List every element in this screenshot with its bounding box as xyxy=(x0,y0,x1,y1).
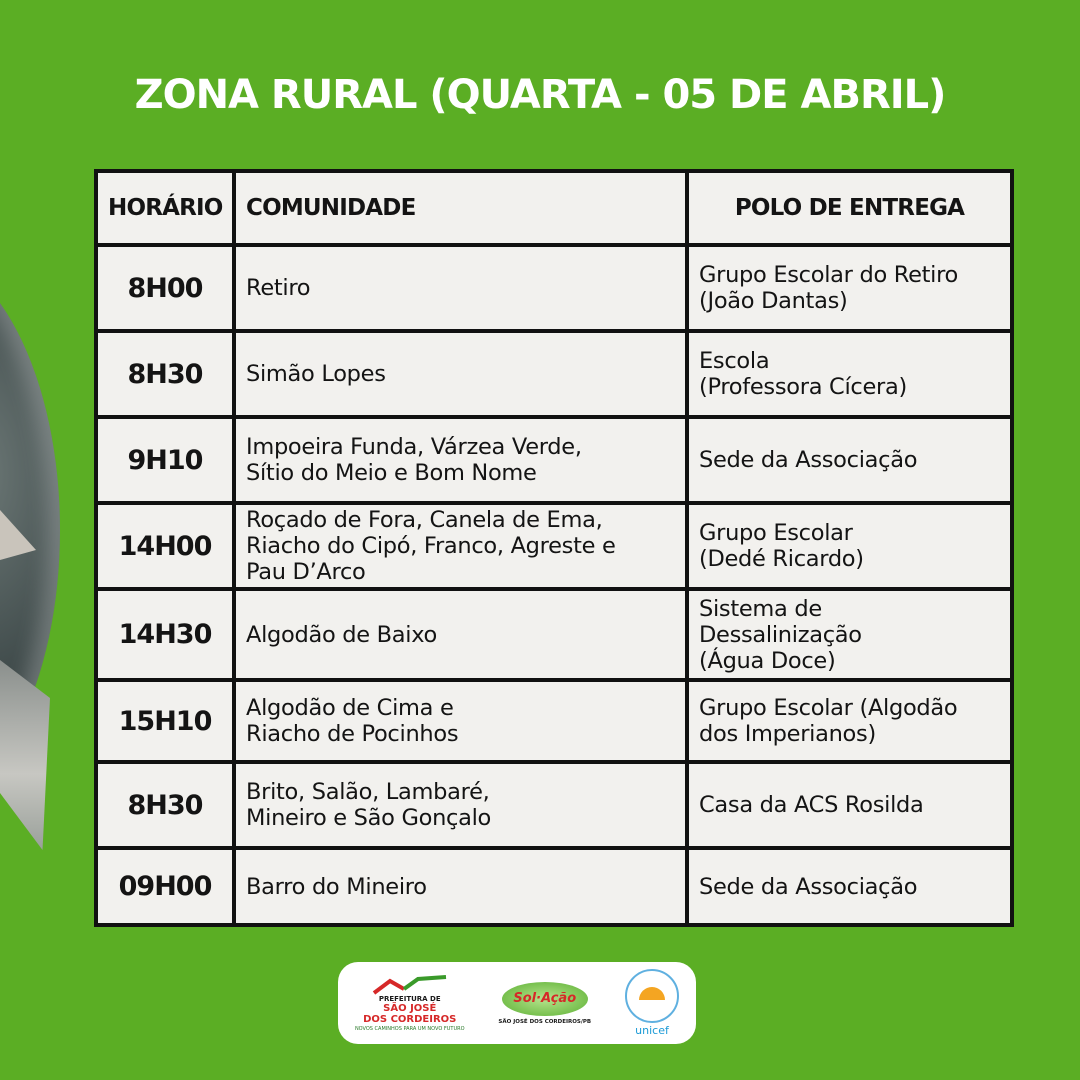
cell-line: Pau D’Arco xyxy=(246,559,366,585)
table-row xyxy=(96,245,1012,331)
cell-line: Impoeira Funda, Várzea Verde, xyxy=(246,434,582,460)
community-cell xyxy=(234,503,687,589)
cell-line: Sítio do Meio e Bom Nome xyxy=(246,460,537,486)
table-row xyxy=(96,680,1012,762)
cell-line: Barro do Mineiro xyxy=(246,873,427,900)
cell-line: Algodão de Baixo xyxy=(246,621,438,648)
cell-line: (Dedé Ricardo) xyxy=(699,546,864,572)
cell-line: (Água Doce) xyxy=(699,647,836,674)
pickup-cell xyxy=(687,417,1012,503)
time-cell: 8H30 xyxy=(96,331,234,417)
secretaria-badge: Sol·Ação xyxy=(502,982,588,1016)
cell-line: Riacho do Cipó, Franco, Agreste e xyxy=(246,533,616,559)
prefeitura-line2b: DOS CORDEIROS xyxy=(363,1013,457,1025)
cell-line: Grupo Escolar xyxy=(699,520,853,546)
cell-line: Grupo Escolar (Algodão xyxy=(699,695,958,721)
community-cell xyxy=(234,848,687,925)
community-cell xyxy=(234,589,687,680)
prefeitura-logo xyxy=(355,975,465,1032)
table-row xyxy=(96,848,1012,925)
cell-line: (Professora Cícera) xyxy=(699,374,907,400)
pickup-cell xyxy=(687,245,1012,331)
cell-line: Algodão de Cima e xyxy=(246,695,454,721)
time-cell: 14H00 xyxy=(96,503,234,589)
unicef-seal-logo xyxy=(625,969,679,1037)
unicef-caption: unicef xyxy=(635,1024,669,1037)
table-row xyxy=(96,331,1012,417)
table-row xyxy=(96,503,1012,589)
time-cell: 8H30 xyxy=(96,762,234,848)
header-time: HORÁRIO xyxy=(96,171,234,245)
cell-line: Mineiro e São Gonçalo xyxy=(246,805,492,831)
pickup-cell xyxy=(687,848,1012,925)
community-cell xyxy=(234,245,687,331)
prefeitura-slogan: NOVOS CAMINHOS PARA UM NOVO FUTURO xyxy=(354,1025,465,1032)
cell-line: Dessalinização xyxy=(699,621,862,648)
secretaria-caption: SÃO JOSÉ DOS CORDEIROS/PB xyxy=(498,1018,592,1025)
cell-line: Riacho de Pocinhos xyxy=(246,721,459,747)
prefeitura-line1: PREFEITURA DE xyxy=(378,994,441,1003)
table-row xyxy=(96,762,1012,848)
cell-line: Casa da ACS Rosilda xyxy=(699,792,924,818)
cell-line: dos Imperianos) xyxy=(699,721,876,747)
schedule-table xyxy=(94,169,1014,927)
cell-line: Grupo Escolar do Retiro xyxy=(699,262,959,288)
sponsor-logos-panel xyxy=(338,962,696,1044)
cell-line: Sede da Associação xyxy=(699,873,918,900)
time-cell: 9H10 xyxy=(96,417,234,503)
time-cell: 8H00 xyxy=(96,245,234,331)
cell-line: Roçado de Fora, Canela de Ema, xyxy=(246,507,603,533)
time-cell: 14H30 xyxy=(96,589,234,680)
pickup-cell xyxy=(687,680,1012,762)
table-row xyxy=(96,417,1012,503)
header-community: COMUNIDADE xyxy=(234,171,687,245)
secretaria-logo xyxy=(498,982,591,1025)
cell-line: (João Dantas) xyxy=(699,288,848,314)
pickup-cell xyxy=(687,331,1012,417)
table-header-row xyxy=(96,171,1012,245)
cell-line: Sistema de xyxy=(699,595,822,622)
sun-icon xyxy=(639,987,665,1000)
header-pickup: POLO DE ENTREGA xyxy=(687,171,1012,245)
pickup-cell xyxy=(687,503,1012,589)
cell-line: Sede da Associação xyxy=(699,447,918,473)
table-row xyxy=(96,589,1012,680)
cell-line: Simão Lopes xyxy=(246,361,386,387)
community-cell xyxy=(234,680,687,762)
unicef-seal-circle xyxy=(625,969,679,1023)
page-title: ZONA RURAL (QUARTA - 05 DE ABRIL) xyxy=(134,72,946,118)
pickup-cell xyxy=(687,589,1012,680)
time-cell: 15H10 xyxy=(96,680,234,762)
community-cell xyxy=(234,331,687,417)
cell-line: Escola xyxy=(699,348,770,374)
fish-image-tail-fin xyxy=(0,660,50,850)
time-cell: 09H00 xyxy=(96,848,234,925)
prefeitura-swoosh-icon xyxy=(370,975,450,997)
prefeitura-line2a: SÃO JOSÉ xyxy=(383,1002,437,1014)
cell-line: Retiro xyxy=(246,275,311,301)
cell-line: Brito, Salão, Lambaré, xyxy=(246,779,490,805)
pickup-cell xyxy=(687,762,1012,848)
community-cell xyxy=(234,417,687,503)
community-cell xyxy=(234,762,687,848)
